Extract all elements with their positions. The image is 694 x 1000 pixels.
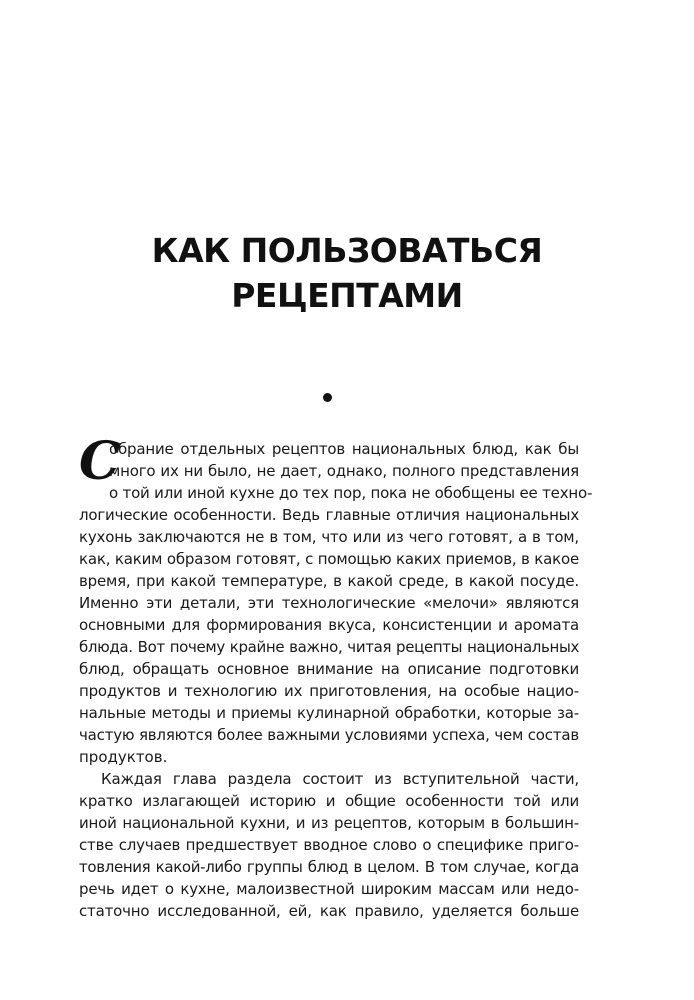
text-line: продуктов и технологию их приготовления, на особые нацио-: [79, 682, 579, 700]
text-line: продуктов.: [79, 748, 168, 766]
text-line: кратко излагающей историю и общие особенности той или: [79, 792, 579, 810]
text-line: речь идет о кухне, малоизвестной широким массам или недо-: [79, 880, 579, 898]
chapter-title-line-2: РЕЦЕПТАМИ: [231, 276, 463, 315]
text-line: время, при какой температуре, в какой среде, в какой посуде.: [79, 572, 579, 590]
text-line: кухонь заключаются не в том, что или из чего готовят, а в том,: [79, 528, 579, 546]
text-line: много их ни было, не дает, однако, полного представления: [109, 462, 579, 480]
dropcap-block: [79, 431, 579, 492]
text-line: товления какой-либо группы блюд в целом. В том случае, когда: [79, 858, 579, 876]
text-line: основными для формирования вкуса, консистенции и аромата: [79, 616, 579, 634]
text-line: Каждая глава раздела состоит из вступительной части,: [101, 770, 579, 788]
chapter-title: [0, 228, 694, 318]
text-line: нальные методы и приемы кулинарной обработки, которые за-: [79, 704, 579, 722]
section-bullet-ornament: [323, 393, 332, 402]
chapter-title-line-1: КАК ПОЛЬЗОВАТЬСЯ: [151, 231, 543, 270]
text-line: статочно исследованной, ей, как правило, уделяется больше: [79, 902, 579, 920]
text-line: логические особенности. Ведь главные отличия национальных: [79, 506, 579, 524]
text-line: блюда. Вот почему крайне важно, читая рецепты национальных: [79, 638, 579, 656]
text-line: блюд, обращать основное внимание на описание подготовки: [79, 660, 579, 678]
text-line: иной национальной кухни, и из рецептов, которым в большин-: [79, 814, 579, 832]
paragraph-1: [79, 431, 593, 768]
text-line: стве случаев предшествует вводное слово о специфике приго-: [79, 836, 579, 854]
paragraph-2: [79, 768, 579, 922]
drop-cap-letter: С: [79, 431, 121, 492]
text-line: частую являются более важными условиями успеха, чем состав: [79, 726, 579, 744]
text-line: как, каким образом готовят, с помощью каких приемов, в какое: [79, 550, 579, 568]
text-line: Именно эти детали, эти технологические «мелочи» являются: [79, 594, 579, 612]
text-line: о той или иной кухне до тех пор, пока не обобщены ее техно-: [109, 484, 593, 502]
body-text: [79, 431, 593, 922]
text-line: обрание отдельных рецептов национальных блюд, как бы: [109, 440, 579, 458]
